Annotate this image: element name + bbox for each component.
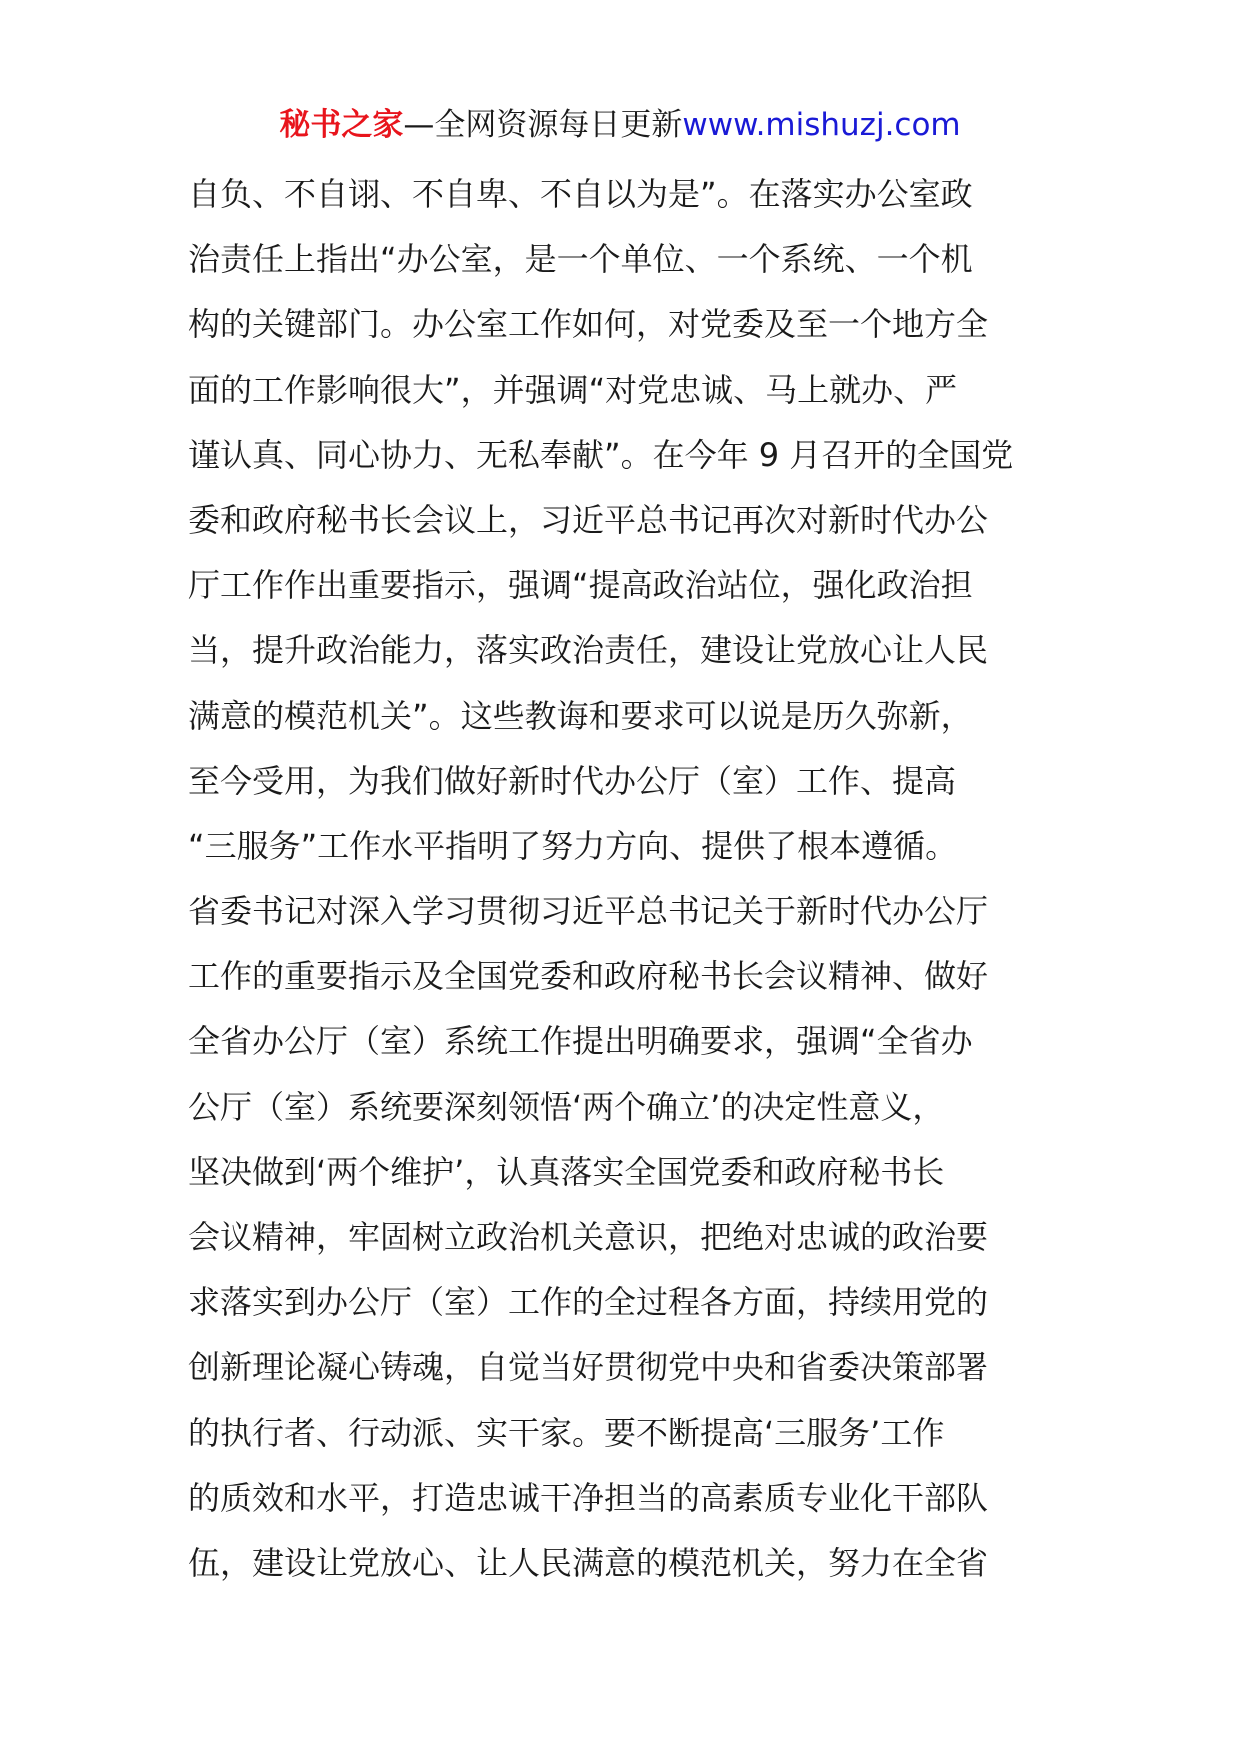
body-line: 治责任上指出“办公室，是一个单位、一个系统、一个机 bbox=[188, 240, 973, 279]
document-body bbox=[188, 162, 1068, 1596]
body-line: 自负、不自诩、不自卑、不自以为是”。在落实办公室政 bbox=[188, 175, 973, 213]
body-line: 委和政府秘书长会议上，习近平总书记再次对新时代办公 bbox=[188, 500, 989, 539]
body-line: 至今受用，为我们做好新时代办公厅（室）工作、提高 bbox=[188, 761, 957, 800]
body-line: 构的关键部门。办公室工作如何，对党委及至一个地方全 bbox=[188, 305, 989, 344]
body-line: 伍，建设让党放心、让人民满意的模范机关，努力在全省 bbox=[188, 1543, 989, 1582]
body-line: 的质效和水平，打造忠诚干净担当的高素质专业化干部队 bbox=[188, 1478, 989, 1517]
body-line: “三服务”工作水平指明了努力方向、提供了根本遵循。 bbox=[188, 826, 958, 865]
body-line: 公厅（室）系统要深刻领悟‘两个确立’的决定性意义， bbox=[188, 1087, 945, 1126]
body-line: 面的工作影响很大”，并强调“对党忠诚、马上就办、严 bbox=[188, 370, 958, 409]
body-line: 的执行者、行动派、实干家。要不断提高‘三服务’工作 bbox=[188, 1413, 945, 1452]
body-line: 求落实到办公厅（室）工作的全过程各方面，持续用党的 bbox=[188, 1283, 989, 1322]
site-url[interactable]: www.mishuzj.com bbox=[682, 107, 961, 143]
site-header bbox=[0, 103, 1240, 147]
body-line: 满意的模范机关”。这些教诲和要求可以说是历久弥新， bbox=[188, 696, 973, 735]
body-line: 坚决做到‘两个维护’，认真落实全国党委和政府秘书长 bbox=[188, 1152, 945, 1191]
body-line: 谨认真、同心协力、无私奉献”。在今年 9 月召开的全国党 bbox=[188, 435, 1014, 474]
body-line: 当，提升政治能力，落实政治责任，建设让党放心让人民 bbox=[188, 631, 989, 670]
site-brand: 秘书之家 bbox=[279, 107, 404, 143]
body-line: 厅工作作出重要指示，强调“提高政治站位，强化政治担 bbox=[188, 566, 973, 605]
body-line: 工作的重要指示及全国党委和政府秘书长会议精神、做好 bbox=[188, 957, 989, 996]
body-line: 会议精神，牢固树立政治机关意识，把绝对忠诚的政治要 bbox=[188, 1218, 989, 1256]
body-line: 全省办公厅（室）系统工作提出明确要求，强调“全省办 bbox=[188, 1022, 973, 1061]
site-tagline: —全网资源每日更新 bbox=[403, 107, 683, 143]
body-line: 省委书记对深入学习贯彻习近平总书记关于新时代办公厅 bbox=[188, 892, 989, 931]
body-line: 创新理论凝心铸魂，自觉当好贯彻党中央和省委决策部署 bbox=[188, 1348, 989, 1387]
